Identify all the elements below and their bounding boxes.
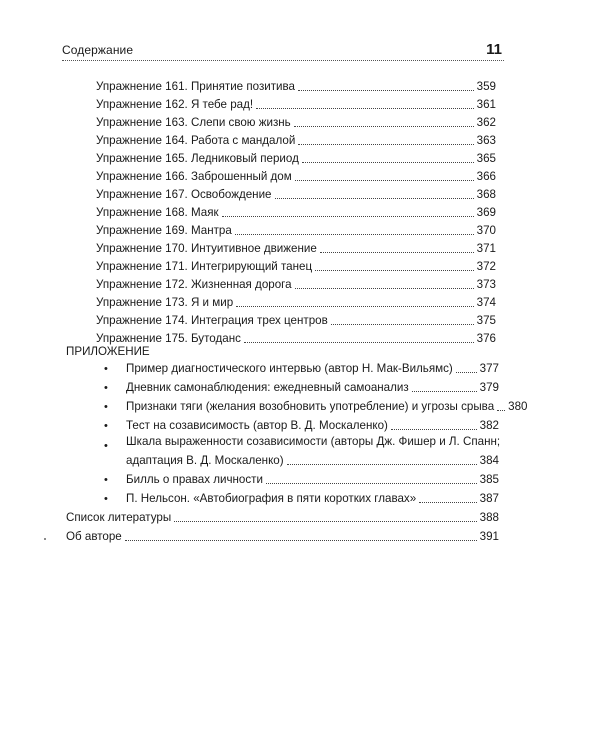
leader-dots xyxy=(294,126,474,127)
bullet-icon: • xyxy=(104,440,108,452)
toc-entry-page: 370 xyxy=(476,224,496,237)
toc-entry-page: 374 xyxy=(476,296,496,309)
toc-entry-title: П. Нельсон. «Автобиография в пяти коротких главах» xyxy=(126,492,417,505)
toc-entry-page: 375 xyxy=(476,314,496,327)
toc-entry-title: Упражнение 170. Интуитивное движение xyxy=(96,242,317,255)
appendix-entry[interactable] xyxy=(126,488,499,506)
toc-entry-title: Пример диагностического интервью (автор Н. Мак-Вильямс) xyxy=(126,362,453,375)
toc-entry-about-author[interactable] xyxy=(66,526,499,544)
toc-entry-title: Упражнение 162. Я тебе рад! xyxy=(96,98,254,111)
toc-entry-title: Упражнение 175. Бутоданс xyxy=(96,332,241,345)
appendix-heading[interactable]: ПРИЛОЖЕНИЕ xyxy=(66,345,150,358)
leader-dots xyxy=(244,342,474,343)
toc-entry-page: 372 xyxy=(476,260,496,273)
appendix-entry[interactable] xyxy=(126,469,499,487)
leader-dots xyxy=(298,90,474,91)
toc-entry[interactable] xyxy=(96,274,496,292)
toc-entry[interactable] xyxy=(96,76,496,94)
appendix-entry[interactable] xyxy=(126,450,499,468)
running-header xyxy=(62,34,504,61)
leader-dots xyxy=(174,521,476,522)
leader-dots xyxy=(287,464,477,465)
leader-dots xyxy=(295,180,474,181)
toc-entry[interactable] xyxy=(96,238,496,256)
toc-entry-page: 363 xyxy=(476,134,496,147)
toc-entry-title: Упражнение 172. Жизненная дорога xyxy=(96,278,292,291)
toc-entry[interactable] xyxy=(96,148,496,166)
toc-entry-page: 391 xyxy=(479,530,499,543)
leader-dots xyxy=(222,216,474,217)
appendix-entry[interactable] xyxy=(126,377,499,395)
toc-entry[interactable] xyxy=(96,94,496,112)
toc-entry-title: Упражнение 163. Слепи свою жизнь xyxy=(96,116,291,129)
appendix-entry[interactable] xyxy=(126,396,528,414)
leader-dots xyxy=(331,324,474,325)
toc-entry-title: Упражнение 165. Ледниковый период xyxy=(96,152,299,165)
toc-entry[interactable] xyxy=(96,202,496,220)
toc-entry[interactable] xyxy=(96,328,496,346)
header-title: Содержание xyxy=(62,43,134,57)
leader-dots xyxy=(235,234,474,235)
toc-entry-title: Упражнение 166. Заброшенный дом xyxy=(96,170,292,183)
toc-entry-title: Упражнение 171. Интегрирующий танец xyxy=(96,260,313,273)
toc-entry-page: 387 xyxy=(479,492,499,505)
toc-entry-page: 371 xyxy=(476,242,496,255)
toc-entry-title: Упражнение 164. Работа с мандалой xyxy=(96,134,296,147)
toc-entry-title: Дневник самонаблюдения: ежедневный самоанализ xyxy=(126,381,409,394)
leader-dots xyxy=(298,144,473,145)
leader-dots xyxy=(266,483,477,484)
toc-entry-page: 365 xyxy=(476,152,496,165)
toc-entry-title: Упражнение 169. Мантра xyxy=(96,224,232,237)
leader-dots xyxy=(275,198,474,199)
toc-entry-title: Список литературы xyxy=(66,511,172,524)
toc-entry[interactable] xyxy=(96,112,496,130)
print-speck xyxy=(44,538,46,540)
toc-entry-title: Упражнение 168. Маяк xyxy=(96,206,219,219)
toc-entry-page: 382 xyxy=(479,419,499,432)
toc-entry-page: 362 xyxy=(476,116,496,129)
toc-entry[interactable] xyxy=(96,130,496,148)
toc-entry-page: 379 xyxy=(479,381,499,394)
leader-dots xyxy=(391,429,477,430)
appendix-entry-title-line1[interactable]: Шкала выраженности созависимости (авторы Дж. Фишер и Л. Спанн; xyxy=(126,435,501,448)
toc-entry-title: Упражнение 174. Интеграция трех центров xyxy=(96,314,328,327)
toc-entry-page: 369 xyxy=(476,206,496,219)
leader-dots xyxy=(302,162,474,163)
toc-entry-page: 384 xyxy=(479,454,499,467)
leader-dots xyxy=(256,108,474,109)
toc-entry-title: Об авторе xyxy=(66,530,122,543)
bullet-icon: • xyxy=(104,420,108,432)
appendix-entry[interactable] xyxy=(126,415,499,433)
bullet-icon: • xyxy=(104,474,108,486)
appendix-entry[interactable] xyxy=(126,358,499,376)
leader-dots xyxy=(497,410,505,411)
toc-entry[interactable] xyxy=(96,310,496,328)
toc-entry-page: 377 xyxy=(479,362,499,375)
leader-dots xyxy=(412,391,477,392)
toc-entry-page: 376 xyxy=(476,332,496,345)
bullet-icon: • xyxy=(104,401,108,413)
toc-entry-page: 361 xyxy=(476,98,496,111)
leader-dots xyxy=(125,540,477,541)
toc-entry-title-line2: адаптация В. Д. Москаленко) xyxy=(126,454,284,467)
toc-entry[interactable] xyxy=(96,292,496,310)
leader-dots xyxy=(320,252,474,253)
bullet-icon: • xyxy=(104,493,108,505)
toc-entry-page: 388 xyxy=(479,511,499,524)
toc-entry-page: 385 xyxy=(479,473,499,486)
bullet-icon: • xyxy=(104,382,108,394)
toc-entry-title: Признаки тяги (желания возобновить употребление) и угрозы срыва xyxy=(126,400,495,413)
leader-dots xyxy=(456,372,477,373)
leader-dots xyxy=(236,306,474,307)
toc-entry-page: 380 xyxy=(508,400,528,413)
toc-entry-title: Билль о правах личности xyxy=(126,473,263,486)
toc-entry-page: 359 xyxy=(476,80,496,93)
toc-entry-page: 373 xyxy=(476,278,496,291)
leader-dots xyxy=(295,288,474,289)
leader-dots xyxy=(315,270,474,271)
toc-entry[interactable] xyxy=(96,166,496,184)
toc-entry[interactable] xyxy=(96,256,496,274)
toc-entry-title: Упражнение 161. Принятие позитива xyxy=(96,80,296,93)
toc-entry[interactable] xyxy=(96,220,496,238)
leader-dots xyxy=(419,502,476,503)
toc-entry[interactable] xyxy=(96,184,496,202)
toc-entry-references[interactable] xyxy=(66,507,499,525)
toc-entry-title: Тест на созависимость (автор В. Д. Москаленко) xyxy=(126,419,388,432)
toc-entry-title: Упражнение 173. Я и мир xyxy=(96,296,234,309)
toc-entry-page: 366 xyxy=(476,170,496,183)
header-page-number: 11 xyxy=(486,41,502,58)
toc-entry-page: 368 xyxy=(476,188,496,201)
bullet-icon: • xyxy=(104,363,108,375)
toc-entry-title: Упражнение 167. Освобождение xyxy=(96,188,272,201)
